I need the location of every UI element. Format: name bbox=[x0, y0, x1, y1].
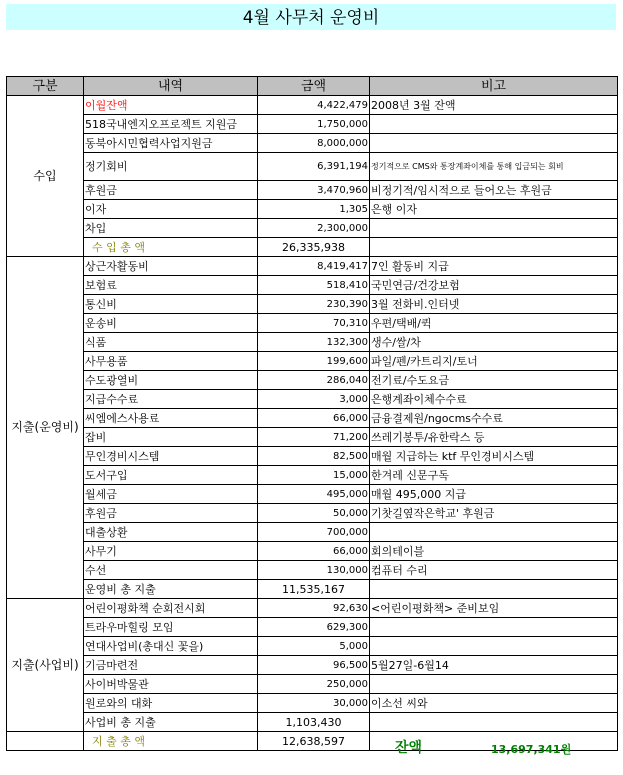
total-label: 수 입 총 액 bbox=[84, 238, 258, 257]
table-row bbox=[7, 295, 618, 314]
table-row bbox=[7, 96, 618, 115]
amount-cell: 30,000 bbox=[258, 694, 370, 713]
header-row bbox=[7, 77, 618, 96]
table-row bbox=[7, 352, 618, 371]
amount-cell: 50,000 bbox=[258, 504, 370, 523]
item-cell: 통신비 bbox=[84, 295, 258, 314]
amount-cell: 518,410 bbox=[258, 276, 370, 295]
note-cell: 회의테이블 bbox=[370, 542, 618, 561]
item-cell: 후원금 bbox=[84, 181, 258, 200]
note-cell bbox=[370, 523, 618, 542]
amount-cell: 96,500 bbox=[258, 656, 370, 675]
table-row bbox=[7, 409, 618, 428]
table-row bbox=[7, 523, 618, 542]
expense-total-label: 지 출 총 액 bbox=[84, 732, 258, 751]
item-cell: 동북아시민협력사업지원금 bbox=[84, 134, 258, 153]
note-cell bbox=[370, 675, 618, 694]
item-cell: 이자 bbox=[84, 200, 258, 219]
table-row bbox=[7, 134, 618, 153]
table-row bbox=[7, 466, 618, 485]
table-row bbox=[7, 618, 618, 637]
item-cell: 잡비 bbox=[84, 428, 258, 447]
amount-cell: 132,300 bbox=[258, 333, 370, 352]
note-cell: 7인 활동비 지급 bbox=[370, 257, 618, 276]
note-cell: 이소선 씨와 bbox=[370, 694, 618, 713]
item-cell: 수선 bbox=[84, 561, 258, 580]
item-cell: 무인경비시스템 bbox=[84, 447, 258, 466]
note-cell bbox=[370, 580, 618, 599]
item-cell: 트라우마힐링 모임 bbox=[84, 618, 258, 637]
amount-cell: 70,310 bbox=[258, 314, 370, 333]
note-cell: 생수/쌀/차 bbox=[370, 333, 618, 352]
note-cell: 우편/택배/퀵 bbox=[370, 314, 618, 333]
note-cell: 은행계좌이체수수료 bbox=[370, 390, 618, 409]
budget-table bbox=[6, 76, 618, 751]
total-amount: 11,535,167 bbox=[258, 580, 370, 599]
category-cell: 지출(사업비) bbox=[7, 599, 84, 732]
item-cell: 연대사업비(총대신 꽃을) bbox=[84, 637, 258, 656]
item-cell: 원로와의 대화 bbox=[84, 694, 258, 713]
amount-cell: 15,000 bbox=[258, 466, 370, 485]
table-row bbox=[7, 153, 618, 181]
note-cell: 정기적으로 CMS와 통장계좌이체를 통해 입금되는 회비 bbox=[370, 153, 618, 181]
amount-cell: 230,390 bbox=[258, 295, 370, 314]
table-row bbox=[7, 333, 618, 352]
item-cell: 어린이평화책 순회전시회 bbox=[84, 599, 258, 618]
total-amount: 1,103,430 bbox=[258, 713, 370, 732]
note-cell: 2008년 3월 잔액 bbox=[370, 96, 618, 115]
item-cell: 식품 bbox=[84, 333, 258, 352]
amount-cell: 1,305 bbox=[258, 200, 370, 219]
note-cell: 매월 495,000 지급 bbox=[370, 485, 618, 504]
expense-total-amount: 12,638,597 bbox=[258, 732, 370, 751]
amount-cell: 8,419,417 bbox=[258, 257, 370, 276]
table-row bbox=[7, 447, 618, 466]
balance-amount: 13,697,341원 bbox=[491, 743, 572, 756]
item-cell: 상근자활동비 bbox=[84, 257, 258, 276]
item-cell: 씨엠에스사용료 bbox=[84, 409, 258, 428]
amount-cell: 5,000 bbox=[258, 637, 370, 656]
item-cell: 도서구입 bbox=[84, 466, 258, 485]
amount-cell: 700,000 bbox=[258, 523, 370, 542]
amount-cell: 3,470,960 bbox=[258, 181, 370, 200]
item-cell: 보험료 bbox=[84, 276, 258, 295]
item-cell: 사이버박물관 bbox=[84, 675, 258, 694]
amount-cell: 199,600 bbox=[258, 352, 370, 371]
table-row bbox=[7, 276, 618, 295]
amount-cell: 66,000 bbox=[258, 409, 370, 428]
table-row bbox=[7, 561, 618, 580]
item-cell: 사무용품 bbox=[84, 352, 258, 371]
item-cell: 후원금 bbox=[84, 504, 258, 523]
table-row bbox=[7, 504, 618, 523]
table-row bbox=[7, 219, 618, 238]
amount-cell: 130,000 bbox=[258, 561, 370, 580]
amount-cell: 92,630 bbox=[258, 599, 370, 618]
table-row bbox=[7, 675, 618, 694]
table-row bbox=[7, 181, 618, 200]
item-cell: 정기회비 bbox=[84, 153, 258, 181]
item-cell: 지급수수료 bbox=[84, 390, 258, 409]
header-amount: 금액 bbox=[258, 77, 370, 96]
note-cell bbox=[370, 637, 618, 656]
note-cell: 비정기적/임시적으로 들어오는 후원금 bbox=[370, 181, 618, 200]
amount-cell: 495,000 bbox=[258, 485, 370, 504]
note-cell: 3월 전화비.인터넷 bbox=[370, 295, 618, 314]
table-row bbox=[7, 257, 618, 276]
amount-cell: 250,000 bbox=[258, 675, 370, 694]
note-cell bbox=[370, 238, 618, 257]
item-cell: 기금마련전 bbox=[84, 656, 258, 675]
blank-cell bbox=[7, 732, 84, 751]
amount-cell: 3,000 bbox=[258, 390, 370, 409]
note-cell: 매월 지급하는 ktf 무인경비시스템 bbox=[370, 447, 618, 466]
category-cell: 지출(운영비) bbox=[7, 257, 84, 599]
amount-cell: 629,300 bbox=[258, 618, 370, 637]
balance-label: 잔액 bbox=[395, 740, 423, 756]
note-cell bbox=[370, 618, 618, 637]
item-cell: 운송비 bbox=[84, 314, 258, 333]
total-label: 운영비 총 지출 bbox=[84, 580, 258, 599]
table-row bbox=[7, 428, 618, 447]
item-cell: 수도광열비 bbox=[84, 371, 258, 390]
amount-cell: 1,750,000 bbox=[258, 115, 370, 134]
table-row bbox=[7, 542, 618, 561]
total-row bbox=[7, 238, 618, 257]
table-row bbox=[7, 656, 618, 675]
total-label: 사업비 총 지출 bbox=[84, 713, 258, 732]
header-item: 내역 bbox=[84, 77, 258, 96]
note-cell bbox=[370, 219, 618, 238]
amount-cell: 71,200 bbox=[258, 428, 370, 447]
note-cell bbox=[370, 713, 618, 732]
category-cell: 수입 bbox=[7, 96, 84, 257]
amount-cell: 66,000 bbox=[258, 542, 370, 561]
table-row bbox=[7, 314, 618, 333]
note-cell: 컴퓨터 수리 bbox=[370, 561, 618, 580]
table-row bbox=[7, 115, 618, 134]
header-category: 구분 bbox=[7, 77, 84, 96]
page-title: 4월 사무처 운영비 bbox=[6, 4, 616, 30]
note-cell: 한겨레 신문구독 bbox=[370, 466, 618, 485]
note-cell bbox=[370, 115, 618, 134]
note-cell: 전기료/수도요금 bbox=[370, 371, 618, 390]
note-cell: 은행 이자 bbox=[370, 200, 618, 219]
amount-cell: 8,000,000 bbox=[258, 134, 370, 153]
amount-cell: 2,300,000 bbox=[258, 219, 370, 238]
table-row bbox=[7, 371, 618, 390]
note-cell: <어린이평화책> 준비보임 bbox=[370, 599, 618, 618]
note-cell: 기찻길옆작은학교' 후원금 bbox=[370, 504, 618, 523]
item-cell: 사무기 bbox=[84, 542, 258, 561]
table-row bbox=[7, 694, 618, 713]
note-cell: 5월27일-6월14 bbox=[370, 656, 618, 675]
total-row bbox=[7, 713, 618, 732]
table-row bbox=[7, 485, 618, 504]
total-amount: 26,335,938 bbox=[258, 238, 370, 257]
item-cell: 월세금 bbox=[84, 485, 258, 504]
item-cell: 대출상환 bbox=[84, 523, 258, 542]
table-row bbox=[7, 599, 618, 618]
amount-cell: 286,040 bbox=[258, 371, 370, 390]
total-row bbox=[7, 580, 618, 599]
note-cell: 국민연금/건강보험 bbox=[370, 276, 618, 295]
amount-cell: 82,500 bbox=[258, 447, 370, 466]
item-cell: 518국내엔지오프로젝트 지원금 bbox=[84, 115, 258, 134]
note-cell bbox=[370, 134, 618, 153]
header-note: 비고 bbox=[370, 77, 618, 96]
amount-cell: 4,422,479 bbox=[258, 96, 370, 115]
item-cell: 이월잔액 bbox=[84, 96, 258, 115]
amount-cell: 6,391,194 bbox=[258, 153, 370, 181]
note-cell: 파일/펜/카트리지/토너 bbox=[370, 352, 618, 371]
item-cell: 차입 bbox=[84, 219, 258, 238]
note-cell: 금융결제원/ngocms수수료 bbox=[370, 409, 618, 428]
table-row bbox=[7, 390, 618, 409]
table-row bbox=[7, 637, 618, 656]
table-row bbox=[7, 200, 618, 219]
note-cell: 쓰레기봉투/유한락스 등 bbox=[370, 428, 618, 447]
